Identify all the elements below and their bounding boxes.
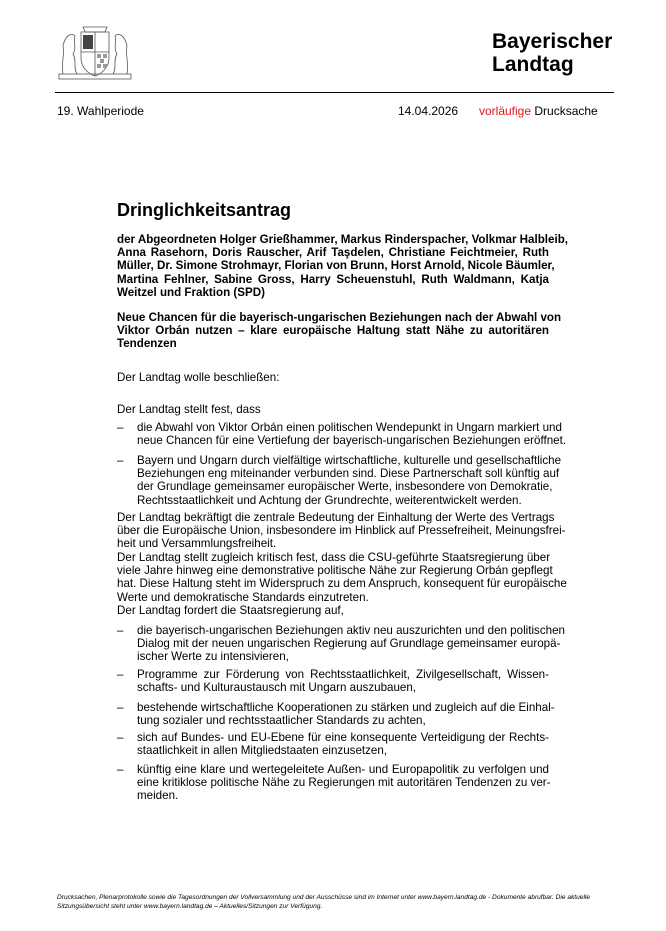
brand-line-2: Landtag: [492, 53, 574, 76]
text-line: künftig eine klare und wertegeleitete Außen- und Europapolitik zu verfolgen und: [137, 763, 549, 776]
text-line: Anna Rasehorn, Doris Rauscher, Arif Taşdelen, Christiane Feichtmeier, Ruth: [117, 246, 549, 260]
text-line: Dialog mit der neuen ungarischen Regierung auf Grundlage gemeinsamer europä-: [137, 637, 561, 651]
bavarian-coat-of-arms-logo: [57, 24, 133, 80]
text-line: ischer Werte zu intensivieren,: [137, 650, 289, 664]
dash-bullet: –: [117, 701, 124, 714]
dash-bullet: –: [117, 624, 124, 637]
text-line: Tendenzen: [117, 337, 177, 351]
text-line: Programme zur Förderung von Rechtsstaatlichkeit, Zivilgesellschaft, Wissen-: [137, 668, 549, 681]
document-title: Dringlichkeitsantrag: [117, 200, 292, 220]
text-line: über die Europäische Union, insbesondere im Hinblick auf Pressefreiheit, Meinungsfrei-: [117, 524, 566, 538]
dash-bullet: –: [117, 668, 124, 681]
text-line: heit und Versammlungsfreiheit.: [117, 537, 277, 551]
text-line: tung sozialer und rechtsstaatlicher Standards zu achten,: [137, 714, 426, 728]
text-line: bestehende wirtschaftliche Kooperationen zu stärken und zugleich auf die Einhal-: [137, 701, 555, 714]
text-line: Der Landtag bekräftigt die zentrale Bedeutung der Einhaltung der Werte des Vertrags: [117, 511, 555, 524]
text-line: meiden.: [137, 789, 179, 803]
brand-line-1: Bayerischer: [492, 30, 613, 53]
text-line: Der Landtag stellt zugleich kritisch fest, dass die CSU-geführte Staatsregierung über: [117, 551, 551, 564]
list-item-text: [137, 668, 549, 694]
text-line: Viktor Orbán nutzen – klare europäische Haltung statt Nähe zu autoritären: [117, 324, 549, 338]
authors: [117, 233, 568, 299]
list-item-text: [137, 701, 555, 728]
dash-bullet: –: [117, 731, 124, 744]
legislative-period: 19. Wahlperiode: [57, 104, 144, 118]
text-line: Weitzel und Fraktion (SPD): [117, 285, 265, 299]
list-item-text: [137, 454, 562, 507]
text-line: Rechtsstaatlichkeit und Achtung der Grundrechte, weiterentwickelt werden.: [137, 493, 522, 507]
list-item: [117, 731, 549, 757]
findings-intro: Der Landtag stellt fest, dass: [117, 403, 261, 416]
paragraph-values: [117, 511, 566, 551]
header-divider: [55, 92, 614, 93]
list-item: [117, 763, 549, 803]
text-line: Müller, Dr. Simone Strohmayr, Florian von Brunn, Horst Arnold, Nicole Bäumler,: [117, 259, 555, 273]
text-line: viele Jahre hinweg eine demonstrative politische Nähe zur Regierung Orbán gepflegt: [117, 564, 553, 578]
list-item-text: [137, 624, 565, 664]
status-prefix: vorläufige: [479, 104, 532, 118]
list-item: [117, 624, 565, 664]
footer-line: Drucksachen, Plenarprotokolle sowie die Tagesordnungen der Vollversammlung und der Ausschüsse sind im Internet unter www.bayern.landtag.de - Dokumente abrufbar. Die aktuelle: [57, 894, 591, 901]
document-status: [479, 104, 598, 118]
text-line: der Abgeordneten Holger Grießhammer, Markus Rinderspacher, Volkmar Halbleib,: [117, 233, 568, 246]
text-line: Bayern und Ungarn durch vielfältige wirtschaftliche, kulturelle und gesellschaftliche: [137, 454, 562, 467]
text-line: sich auf Bundes- und EU-Ebene für eine konsequente Verteidigung der Rechts-: [137, 731, 549, 744]
list-item: [117, 454, 562, 507]
text-line: staatlichkeit in allen Mitgliedstaaten einzusetzen,: [137, 744, 388, 758]
list-item-text: [137, 731, 549, 757]
brand-name: [492, 30, 612, 76]
list-item: [117, 421, 567, 448]
demands-intro: Der Landtag fordert die Staatsregierung auf,: [117, 604, 344, 617]
dash-bullet: –: [117, 421, 124, 434]
list-item: [117, 668, 549, 694]
text-line: Werte und demokratische Standards einzutreten.: [117, 590, 369, 604]
text-line: eine kritiklose politische Nähe zu Regierungen mit autoritären Tendenzen zu ver-: [137, 776, 551, 790]
status-suffix: Drucksache: [534, 104, 598, 118]
text-line: Martina Fehlner, Sabine Gross, Harry Scheuenstuhl, Ruth Waldmann, Katja: [117, 272, 549, 286]
paragraph-criticism: [117, 551, 567, 604]
text-line: Beziehungen eng miteinander verbunden sind. Diese Partnerschaft soll künftig auf: [137, 467, 560, 481]
text-line: Neue Chancen für die bayerisch-ungarischen Beziehungen nach der Abwahl von: [117, 311, 562, 324]
text-line: die bayerisch-ungarischen Beziehungen aktiv neu auszurichten und den politischen: [137, 624, 565, 637]
document-date: 14.04.2026: [398, 104, 459, 118]
list-item-text: [137, 763, 549, 803]
subject: [117, 311, 562, 351]
text-line: der Grundlage gemeinsamer europäischer Werte, insbesondere von Demokratie,: [137, 480, 553, 494]
text-line: hat. Diese Haltung steht im Widerspruch zu dem Anspruch, konsequent für europäische: [117, 577, 567, 591]
dash-bullet: –: [117, 454, 124, 467]
list-item-text: [137, 421, 567, 448]
footer-note: [57, 893, 617, 911]
text-line: neue Chancen für eine Vertiefung der bayerisch-ungarischen Beziehungen eröffnet.: [137, 434, 567, 448]
resolution-intro: Der Landtag wolle beschließen:: [117, 371, 280, 384]
list-item: [117, 701, 555, 728]
dash-bullet: –: [117, 763, 124, 776]
footer-line: Sitzungsübersicht steht unter www.bayern.landtag.de – Aktuelles/Sitzungen zur Verfügung.: [57, 903, 323, 910]
text-line: schafts- und Kulturaustausch mit Ungarn auszubauen,: [137, 681, 417, 695]
text-line: die Abwahl von Viktor Orbán einen politischen Wendepunkt in Ungarn markiert und: [137, 421, 562, 434]
